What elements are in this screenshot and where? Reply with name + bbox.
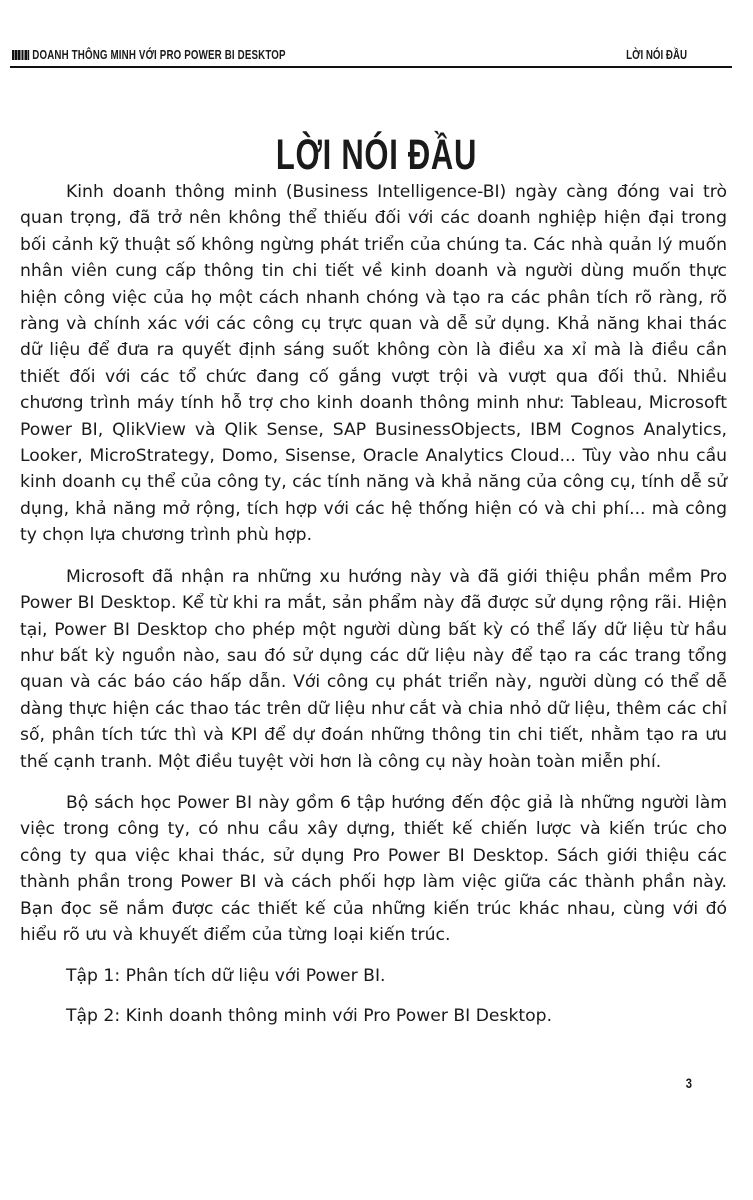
page-title: LỜI NÓI ĐẦU bbox=[275, 130, 478, 179]
page-number: 3 bbox=[685, 1075, 693, 1091]
paragraph: Bộ sách học Power BI này gồm 6 tập hướng đến độc giả là những người làm việc trong công ty, có nhu cầu xây dựng, thiết kế chiến lược và kiến trúc cho công ty qua việc khai thác, sử dụng Pro Power BI Desktop. Sách giới thiệu các thành phần trong Power BI và cách phối hợp làm việc giữa các thành phần này. Bạn đọc sẽ nắm được các thiết kế của những kiến trúc khác nhau, cùng với đó hiểu rõ ưu và khuyết điểm của từng loại kiến trúc. bbox=[20, 792, 727, 945]
section-title: LỜI NÓI ĐẦU bbox=[626, 48, 687, 62]
volume-item: Tập 2: Kinh doanh thông minh với Pro Power BI Desktop. bbox=[66, 1005, 553, 1026]
running-header-left bbox=[12, 48, 286, 62]
header-rule bbox=[10, 66, 732, 68]
book-title: DOANH THÔNG MINH VỚI PRO POWER BI DESKTOP bbox=[32, 48, 286, 62]
body-text bbox=[20, 179, 727, 1042]
header-marker-graphic bbox=[12, 50, 29, 60]
paragraph: Microsoft đã nhận ra những xu hướng này và đã giới thiệu phần mềm Pro Power BI Desktop. Kể từ khi ra mắt, sản phẩm này đã được sử dụng rộng rãi. Hiện tại, Power BI Desktop cho phép một người dùng bất kỳ có thể lấy dữ liệu từ hầu như bất kỳ nguồn nào, sau đó sử dụng các dữ liệu này để tạo ra các trang tổng quan và các báo cáo hấp dẫn. Với công cụ phát triển này, người dùng có thể dễ dàng thực hiện các thao tác trên dữ liệu như cắt và chia nhỏ dữ liệu, thêm các chỉ số, phân tích tức thì và KPI để dự đoán những thông tin chi tiết, nhằm tạo ra ưu thế cạnh tranh. Một điều tuyệt vời hơn là công cụ này hoàn toàn miễn phí. bbox=[20, 566, 727, 772]
volume-item: Tập 1: Phân tích dữ liệu với Power BI. bbox=[66, 966, 386, 987]
paragraph: Kinh doanh thông minh (Business Intelligence-BI) ngày càng đóng vai trò quan trọng, đã trở nên không thể thiếu đối với các doanh nghiệp hiện đại trong bối cảnh kỹ thuật số không ngừng phát triển của chúng ta. Các nhà quản lý muốn nhân viên cung cấp thông tin chi tiết về kinh doanh và người dùng muốn thực hiện công việc của họ một cách nhanh chóng và tạo ra các phân tích rõ ràng, rõ ràng và chính xác với các công cụ trực quan và dễ sử dụng. Khả năng khai thác dữ liệu để đưa ra quyết định sáng suốt không còn là điều xa xỉ mà là điều cần thiết đối với các tổ chức đang cố gắng vượt trội và vượt qua đối thủ. Nhiều chương trình máy tính hỗ trợ cho kinh doanh thông minh như: Tableau, Microsoft Power BI, QlikView và Qlik Sense, SAP BusinessObjects, IBM Cognos Analytics, Looker, MicroStrategy, Domo, Sisense, Oracle Analytics Cloud... Tùy vào nhu cầu kinh doanh cụ thể của công ty, các tính năng và khả năng của công cụ, tính dễ sử dụng, khả năng mở rộng, tích hợp với các hệ thống hiện có và chi phí... mà công ty chọn lựa chương trình phù hợp. bbox=[20, 182, 727, 546]
running-header bbox=[0, 46, 753, 68]
